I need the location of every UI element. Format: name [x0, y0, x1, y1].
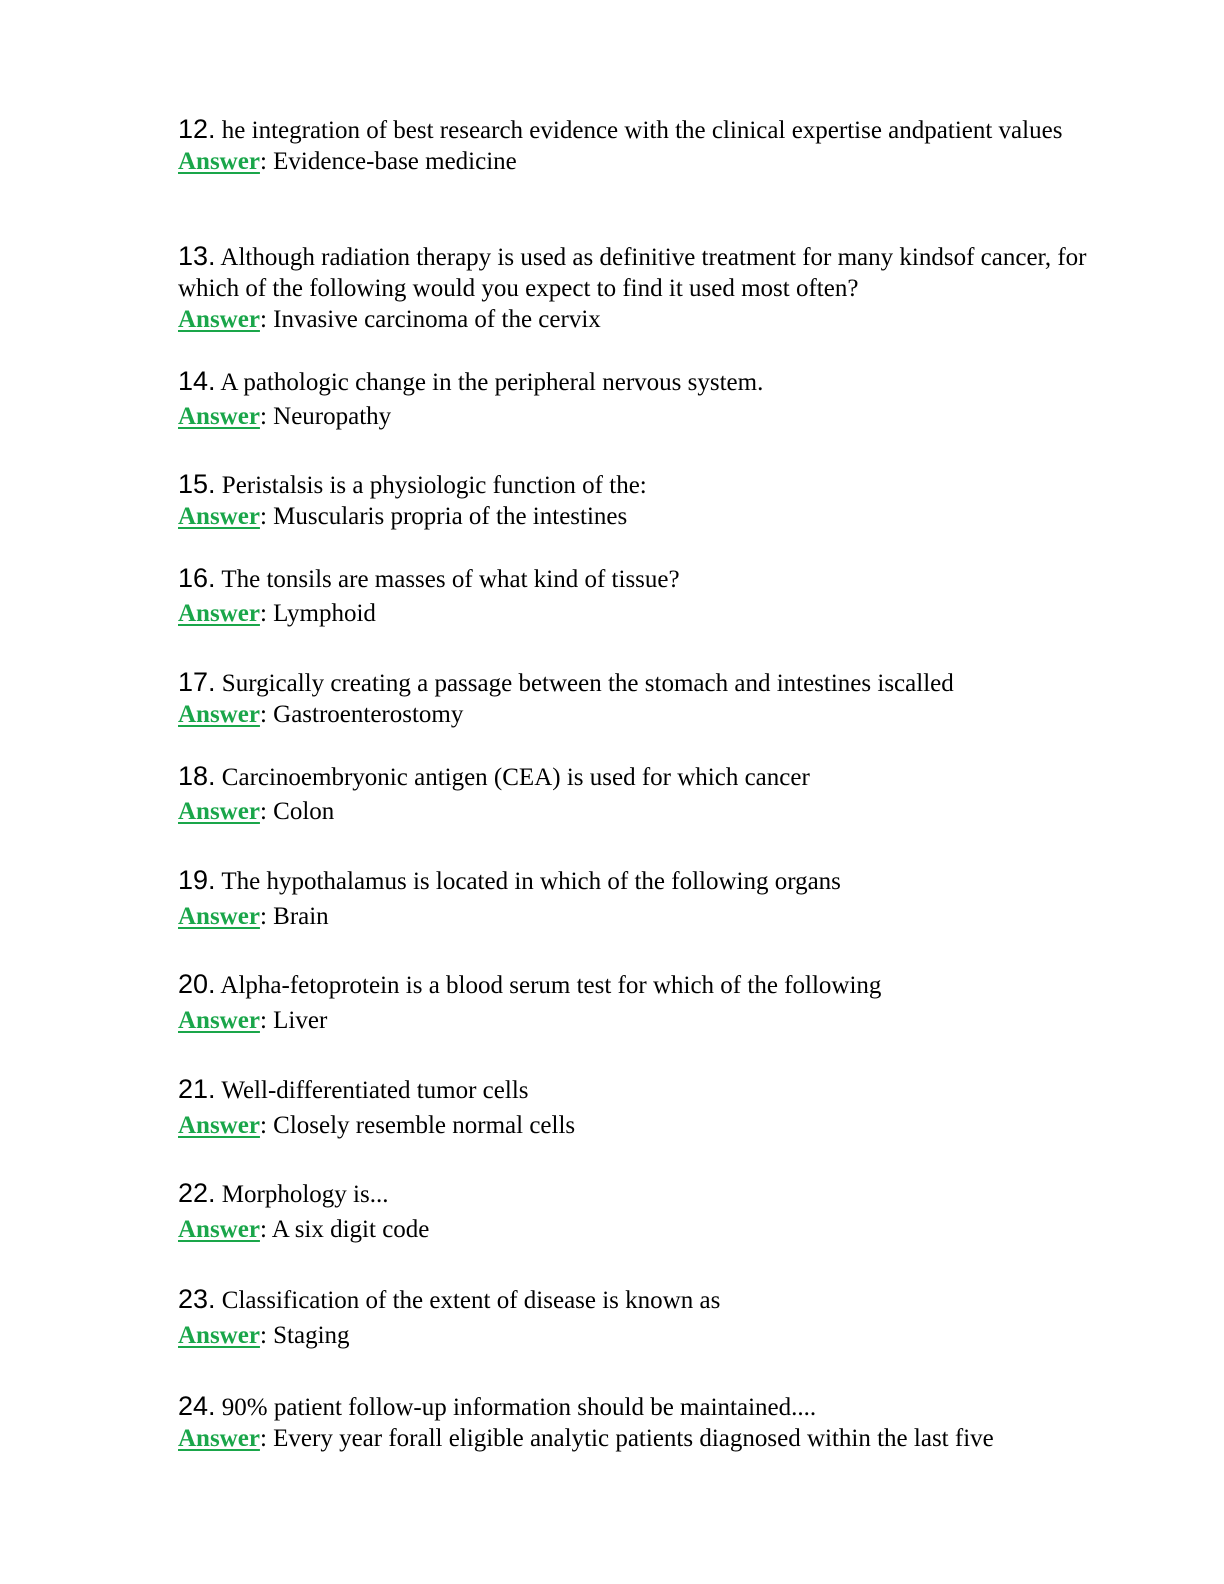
- qa-item-15: [178, 469, 1098, 532]
- answer: Answer: Staging: [178, 1322, 350, 1349]
- question-number: 20.: [178, 969, 216, 999]
- question: [178, 1074, 1098, 1106]
- answer-text: Every year forall eligible analytic patients diagnosed within the last five: [273, 1425, 994, 1452]
- question-text: he integration of best research evidence with the clinical expertise andpatient values: [221, 117, 1063, 144]
- answer-label: Answer: [178, 701, 260, 728]
- answer-text: Liver: [273, 1007, 328, 1034]
- answer-label: Answer: [178, 1007, 260, 1034]
- question-number: 22.: [178, 1178, 216, 1208]
- qa-item-23: [178, 1284, 1098, 1351]
- question: [178, 366, 1098, 398]
- answer-label: Answer: [178, 503, 260, 530]
- answer-label: Answer: [178, 1112, 260, 1139]
- question-text: Surgically creating a passage between the stomach and intestines iscalled: [221, 670, 954, 697]
- answer-text: Muscularis propria of the intestines: [273, 503, 628, 530]
- question-number: 12.: [178, 114, 216, 144]
- answer: Answer: A six digit code: [178, 1216, 430, 1243]
- answer-text: Colon: [273, 798, 335, 825]
- qa-item-12: [178, 114, 1098, 177]
- answer-text: Brain: [273, 903, 329, 930]
- question-number: 13.: [178, 241, 216, 271]
- qa-item-20: [178, 969, 1098, 1036]
- question: [178, 469, 1098, 501]
- question-number: 17.: [178, 667, 216, 697]
- question-number: 15.: [178, 469, 216, 499]
- answer-text: Evidence-base medicine: [273, 148, 517, 175]
- question-text: 90% patient follow-up information should be maintained....: [221, 1394, 817, 1421]
- answer-label: Answer: [178, 600, 260, 627]
- answer-label: Answer: [178, 903, 260, 930]
- question-text: The hypothalamus is located in which of the following organs: [221, 868, 841, 895]
- answer-text: A six digit code: [271, 1216, 430, 1243]
- qa-item-19: [178, 865, 1098, 932]
- question-text: A pathologic change in the peripheral nervous system.: [220, 369, 764, 396]
- qa-item-24: [178, 1391, 1098, 1454]
- question-number: 19.: [178, 865, 216, 895]
- answer: Answer: Evidence-base medicine: [178, 148, 517, 175]
- answer-text: Gastroenterostomy: [273, 701, 464, 728]
- question-number: 23.: [178, 1284, 216, 1314]
- question-text: Well-differentiated tumor cells: [221, 1077, 529, 1104]
- answer-label: Answer: [178, 798, 260, 825]
- question-text: Alpha-fetoprotein is a blood serum test for which of the following: [220, 972, 882, 999]
- answer: Answer: Neuropathy: [178, 403, 392, 430]
- question: [178, 969, 1098, 1001]
- qa-item-16: [178, 563, 1098, 629]
- answer: Answer: Colon: [178, 798, 335, 825]
- question-number: 18.: [178, 761, 216, 791]
- answer-label: Answer: [178, 1216, 260, 1243]
- answer: Answer: Every year forall eligible analytic patients diagnosed within the last five: [178, 1425, 994, 1452]
- qa-item-14: [178, 366, 1098, 432]
- answer: Answer: Liver: [178, 1007, 328, 1034]
- question: [178, 1391, 1098, 1423]
- answer: Answer: Brain: [178, 903, 329, 930]
- answer: Answer: Lymphoid: [178, 600, 376, 627]
- question-text: Classification of the extent of disease is known as: [221, 1287, 721, 1314]
- question: [178, 241, 1098, 304]
- question: [178, 114, 1098, 146]
- answer-text: Closely resemble normal cells: [273, 1112, 576, 1139]
- answer-text: Lymphoid: [273, 600, 376, 627]
- qa-item-21: [178, 1074, 1098, 1141]
- document-page: [178, 0, 1098, 1584]
- question-number: 14.: [178, 366, 216, 396]
- qa-item-13: [178, 241, 1098, 335]
- question-text: Morphology is...: [221, 1181, 389, 1208]
- qa-item-18: [178, 761, 1098, 827]
- question-text: Although radiation therapy is used as definitive treatment for many kindsof cancer, for which of the following would you expect to find it used most often?: [178, 244, 1087, 302]
- answer: Answer: Muscularis propria of the intestines: [178, 503, 628, 530]
- answer-label: Answer: [178, 1425, 260, 1452]
- qa-item-17: [178, 667, 1098, 730]
- answer: Answer: Gastroenterostomy: [178, 701, 464, 728]
- answer-label: Answer: [178, 403, 260, 430]
- question: [178, 865, 1098, 897]
- answer-label: Answer: [178, 148, 260, 175]
- question: [178, 667, 1098, 699]
- question-text: Peristalsis is a physiologic function of the:: [221, 472, 647, 499]
- question-number: 24.: [178, 1391, 216, 1421]
- answer: Answer: Closely resemble normal cells: [178, 1112, 576, 1139]
- question-text: Carcinoembryonic antigen (CEA) is used for which cancer: [221, 764, 810, 791]
- answer-label: Answer: [178, 1322, 260, 1349]
- question-number: 21.: [178, 1074, 216, 1104]
- answer-text: Staging: [273, 1322, 350, 1349]
- question: [178, 1178, 1098, 1210]
- question-text: The tonsils are masses of what kind of tissue?: [221, 566, 680, 593]
- question: [178, 761, 1098, 793]
- question-number: 16.: [178, 563, 216, 593]
- answer-label: Answer: [178, 306, 260, 333]
- answer-text: Neuropathy: [273, 403, 392, 430]
- question: [178, 563, 1098, 595]
- answer: Answer: Invasive carcinoma of the cervix: [178, 306, 601, 333]
- qa-item-22: [178, 1178, 1098, 1245]
- question: [178, 1284, 1098, 1316]
- answer-text: Invasive carcinoma of the cervix: [273, 306, 601, 333]
